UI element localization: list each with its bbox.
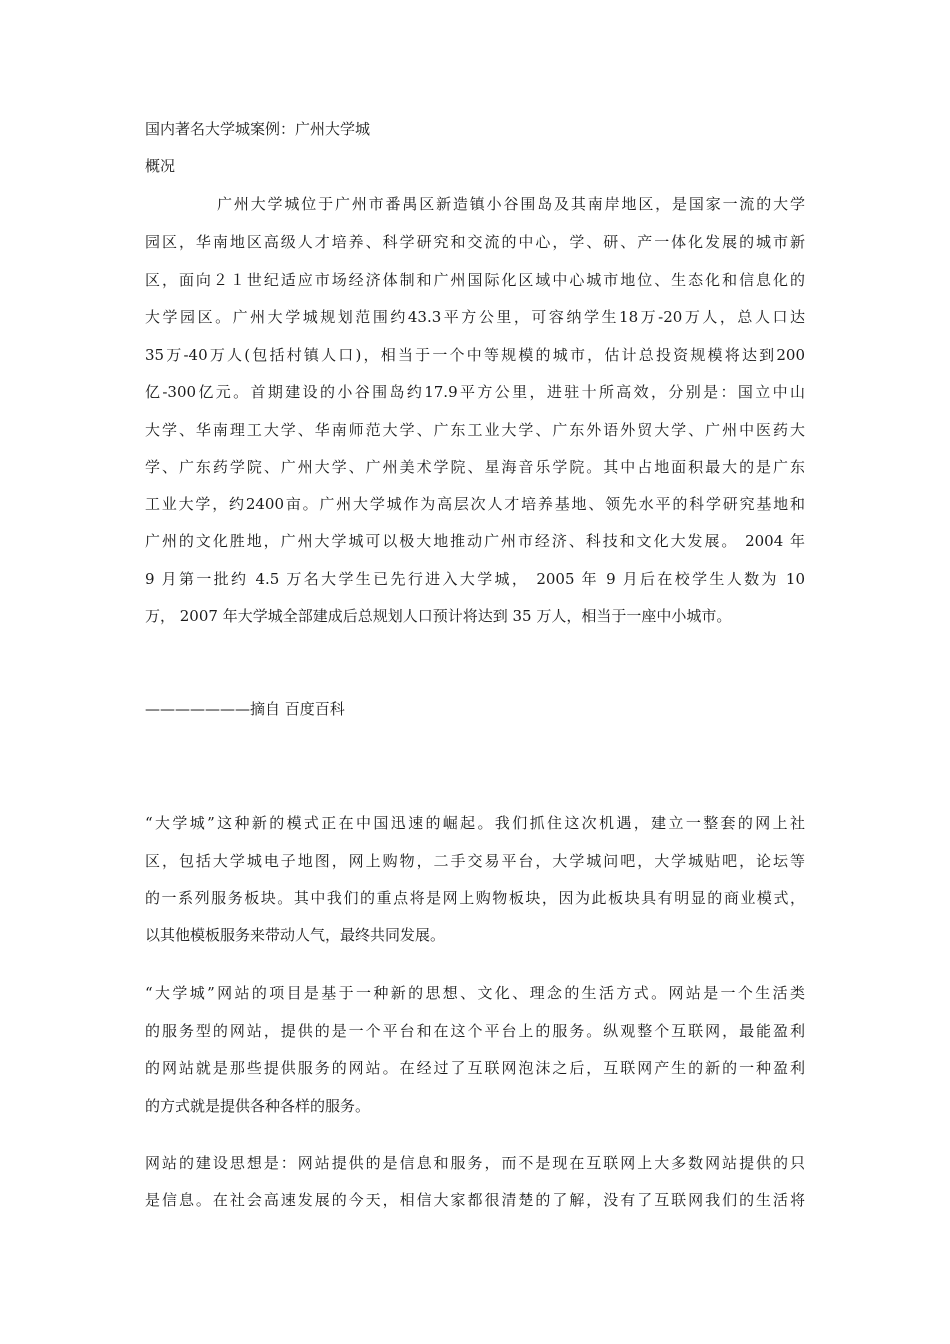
source-note: ———————摘自 百度百科 <box>145 700 345 718</box>
text-line: “大学城”网站的项目是基于一种新的思想、文化、理念的生活方式。网站是一个生活类 <box>145 984 805 1002</box>
document-page <box>145 0 805 1344</box>
text-line: 的服务型的网站，提供的是一个平台和在这个平台上的服务。纵观整个互联网，最能盈利 <box>145 1022 805 1040</box>
section-heading: 概况 <box>145 157 176 175</box>
text-line: 广州大学城位于广州市番禺区新造镇小谷围岛及其南岸地区，是国家一流的大学 <box>217 195 805 213</box>
text-line: 的方式就是提供各种各样的服务。 <box>145 1097 371 1115</box>
text-line: 的一系列服务板块。其中我们的重点将是网上购物板块，因为此板块具有明显的商业模式， <box>145 889 805 907</box>
text-line: 以其他模板服务来带动人气，最终共同发展。 <box>145 926 446 944</box>
text-line: 网站的建设思想是：网站提供的是信息和服务，而不是现在互联网上大多数网站提供的只 <box>145 1154 805 1172</box>
text-line: 9 月第一批约 4.5 万名大学生已先行进入大学城， 2005 年 9 月后在校学生人数为 10 <box>145 570 805 588</box>
text-line: 大学园区。广州大学城规划范围约43.3平方公里，可容纳学生18万-20万人，总人口达 <box>145 308 805 326</box>
text-line: 区，面向２１世纪适应市场经济体制和广州国际化区域中心城市地位、生态化和信息化的 <box>145 271 805 289</box>
text-line: 亿-300亿元。首期建设的小谷围岛约17.9平方公里，进驻十所高效，分别是：国立中山 <box>145 383 805 401</box>
text-line: 35万-40万人(包括村镇人口)，相当于一个中等规模的城市，估计总投资规模将达到200 <box>145 346 805 364</box>
text-line: 学、广东药学院、广州大学、广州美术学院、星海音乐学院。其中占地面积最大的是广东 <box>145 458 805 476</box>
text-line: 区，包括大学城电子地图，网上购物，二手交易平台，大学城问吧，大学城贴吧，论坛等 <box>145 852 805 870</box>
text-line: 工业大学，约2400亩。广州大学城作为高层次人才培养基地、领先水平的科学研究基地和 <box>145 495 805 513</box>
text-line: 的网站就是那些提供服务的网站。在经过了互联网泡沫之后，互联网产生的新的一种盈利 <box>145 1059 805 1077</box>
text-line: 园区，华南地区高级人才培养、科学研究和交流的中心，学、研、产一体化发展的城市新 <box>145 233 805 251</box>
text-line: 是信息。在社会高速发展的今天，相信大家都很清楚的了解，没有了互联网我们的生活将 <box>145 1191 805 1209</box>
text-line: 大学、华南理工大学、华南师范大学、广东工业大学、广东外语外贸大学、广州中医药大 <box>145 421 805 439</box>
text-line: 广州的文化胜地，广州大学城可以极大地推动广州市经济、科技和文化大发展。 2004 年 <box>145 532 805 550</box>
text-line: “大学城”这种新的模式正在中国迅速的崛起。我们抓住这次机遇，建立一整套的网上社 <box>145 814 805 832</box>
document-title: 国内著名大学城案例：广州大学城 <box>145 120 371 138</box>
text-line: 万， 2007 年大学城全部建成后总规划人口预计将达到 35 万人，相当于一座中小城市。 <box>145 607 732 625</box>
